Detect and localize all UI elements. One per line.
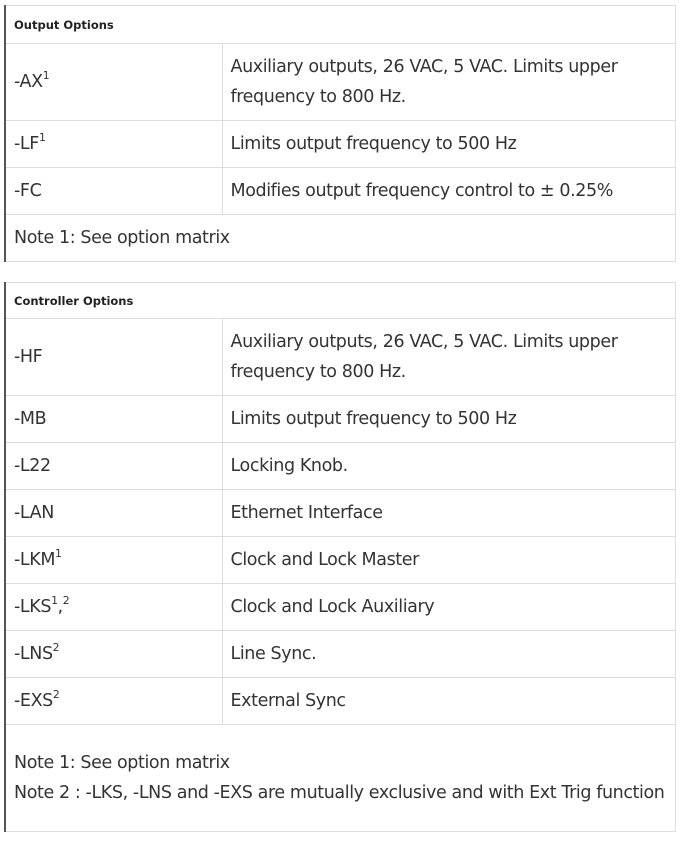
option-description: Line Sync. [222,631,676,678]
option-description: Auxiliary outputs, 26 VAC, 5 VAC. Limits upper frequency to 800 Hz. [222,44,676,121]
controller-options-table [4,282,676,832]
option-code: -LNS$^2$ [5,631,222,678]
option-description: Modifies output frequency control to ± 0.25% [222,168,676,215]
option-description: Limits output frequency to 500 Hz [222,121,676,168]
note-line: Note 1: See option matrix [14,228,230,248]
option-description: Locking Knob. [222,443,676,490]
table-row [5,396,676,443]
output-options-table [4,5,676,262]
note-line: Note 2 : -LKS, -LNS and -EXS are mutually exclusive and with Ext Trig function [14,783,665,803]
notes-row [5,215,676,262]
table-row [5,319,676,396]
option-code: $-AX^1$ [5,44,222,121]
option-code: -LKS$^1$,$^2$ [5,584,222,631]
table-header-row [5,283,676,319]
controller-options-title: Controller Options [5,283,676,319]
option-description: Ethernet Interface [222,490,676,537]
option-code: -LKM$^1$ [5,537,222,584]
table-row [5,121,676,168]
option-code: -HF [5,319,222,396]
table-row [5,537,676,584]
option-description: Clock and Lock Auxiliary [222,584,676,631]
option-code: -MB [5,396,222,443]
option-description: External Sync [222,678,676,725]
output-options-title: Output Options [5,6,676,44]
table-row [5,443,676,490]
note-line: Note 1: See option matrix [14,753,230,773]
notes-cell [5,215,676,262]
option-code: -FC [5,168,222,215]
option-description: Clock and Lock Master [222,537,676,584]
option-code: $-LF^1$ [5,121,222,168]
option-description: Auxiliary outputs, 26 VAC, 5 VAC. Limits upper frequency to 800 Hz. [222,319,676,396]
table-row [5,678,676,725]
option-code: -EXS$^2$ [5,678,222,725]
table-row [5,490,676,537]
notes-cell [5,725,676,832]
table-row [5,584,676,631]
table-row [5,44,676,121]
table-row [5,631,676,678]
table-header-row [5,6,676,44]
option-description: Limits output frequency to 500 Hz [222,396,676,443]
option-code: -LAN [5,490,222,537]
notes-row [5,725,676,832]
option-code: -L22 [5,443,222,490]
table-row [5,168,676,215]
